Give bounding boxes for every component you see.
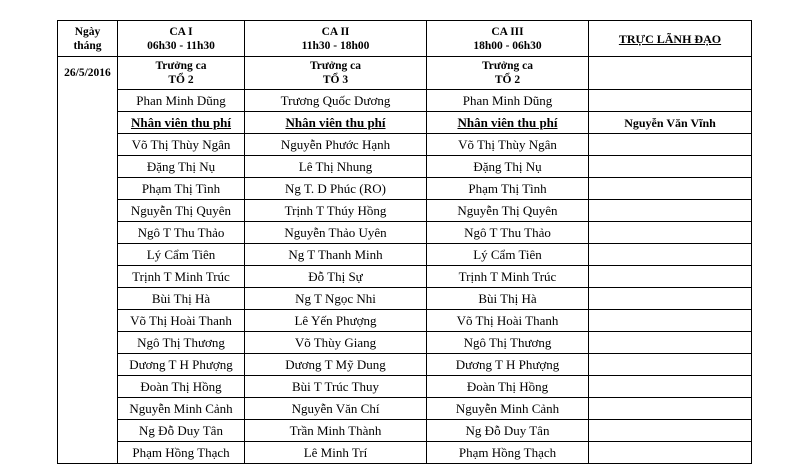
ca3-cell bbox=[427, 288, 589, 310]
staff-name: Ng Đỗ Duy Tân bbox=[465, 422, 550, 438]
table-row bbox=[58, 134, 752, 156]
leader-title: TRỰC LÃNH ĐẠO bbox=[618, 31, 722, 46]
date-column-cell bbox=[58, 398, 118, 420]
table-row bbox=[58, 222, 752, 244]
staff-name: Dương T Mỹ Dung bbox=[285, 356, 386, 372]
table-row bbox=[58, 288, 752, 310]
ca2-cell bbox=[245, 222, 427, 244]
staff-name: Bùi Thị Hà bbox=[478, 290, 537, 306]
ca2-cell bbox=[245, 354, 427, 376]
table-row bbox=[58, 420, 752, 442]
ca3-cell bbox=[427, 354, 589, 376]
staff-name: Đoàn Thị Hồng bbox=[466, 378, 549, 394]
ca3-shift-leader bbox=[427, 57, 589, 90]
leader-cell bbox=[589, 90, 752, 112]
date-column-cell bbox=[58, 156, 118, 178]
ca2-cell bbox=[245, 134, 427, 156]
shift-leader-row bbox=[58, 57, 752, 90]
ca1-cell bbox=[118, 90, 245, 112]
header-ca1 bbox=[118, 21, 245, 57]
staff-name: Dương T H Phượng bbox=[129, 356, 233, 372]
staff-name: Đỗ Thị Sự bbox=[308, 268, 363, 284]
staff-name: Ngô T Thu Thảo bbox=[137, 224, 225, 240]
staff-name: Lê Thị Nhung bbox=[298, 158, 373, 174]
ca2-leader-label: Trưởng ca bbox=[309, 60, 362, 72]
ca3-leader-label: Trưởng ca bbox=[481, 60, 534, 72]
ca3-cell bbox=[427, 398, 589, 420]
date-column-cell bbox=[58, 134, 118, 156]
ca3-cell bbox=[427, 156, 589, 178]
date-column-cell bbox=[58, 288, 118, 310]
staff-name: Lý Cẩm Tiên bbox=[473, 246, 542, 262]
ca2-cell bbox=[245, 244, 427, 266]
ca3-cell bbox=[427, 222, 589, 244]
ca1-cell bbox=[118, 156, 245, 178]
ca2-cell bbox=[245, 398, 427, 420]
staff-name: Nguyễn Phước Hạnh bbox=[280, 136, 391, 152]
staff-name: Ng T Ngọc Nhi bbox=[295, 290, 376, 306]
leader-name: Nguyễn Văn Vĩnh bbox=[624, 115, 716, 130]
leader-cell bbox=[589, 420, 752, 442]
ca1-leader-label: Trưởng ca bbox=[155, 60, 207, 72]
staff-name: Phan Minh Dũng bbox=[462, 92, 553, 108]
staff-name: Trịnh T Minh Trúc bbox=[458, 268, 557, 284]
ca2-cell bbox=[245, 376, 427, 398]
leader-empty-cell bbox=[589, 57, 752, 90]
leader-cell bbox=[589, 112, 752, 134]
leader-cell bbox=[589, 398, 752, 420]
header-date bbox=[58, 21, 118, 57]
staff-name: Trương Quốc Dương bbox=[280, 92, 391, 108]
ca3-name: CA III bbox=[491, 25, 524, 38]
staff-name: Bùi Thị Hà bbox=[151, 290, 211, 306]
ca2-shift-leader bbox=[245, 57, 427, 90]
date-column-cell bbox=[58, 112, 118, 134]
ca1-team: TỔ 2 bbox=[168, 74, 194, 86]
staff-name: Đặng Thị Nụ bbox=[146, 158, 216, 174]
ca2-cell bbox=[245, 156, 427, 178]
leader-cell bbox=[589, 134, 752, 156]
leader-cell bbox=[589, 288, 752, 310]
staff-name: Võ Thị Hoài Thanh bbox=[130, 312, 232, 328]
table-row bbox=[58, 90, 752, 112]
staff-name: Trần Minh Thành bbox=[289, 422, 382, 438]
staff-name: Ng T. D Phúc (RO) bbox=[285, 180, 386, 196]
staff-name: Nguyễn Thị Quyên bbox=[130, 202, 232, 218]
leader-cell bbox=[589, 200, 752, 222]
staff-name: Nguyễn Văn Chí bbox=[291, 400, 380, 416]
ca3-cell bbox=[427, 376, 589, 398]
staff-name: Phạm Hồng Thạch bbox=[132, 444, 230, 460]
table-row bbox=[58, 354, 752, 376]
staff-name: Nguyễn Thị Quyên bbox=[457, 202, 558, 218]
table-row bbox=[58, 332, 752, 354]
table-row bbox=[58, 310, 752, 332]
staff-name: Đặng Thị Nụ bbox=[473, 158, 542, 174]
staff-name: Võ Thị Thùy Ngân bbox=[458, 136, 557, 152]
ca1-cell bbox=[118, 266, 245, 288]
staff-name: Võ Thùy Giang bbox=[294, 334, 377, 350]
date-column-cell bbox=[58, 310, 118, 332]
leader-cell bbox=[589, 310, 752, 332]
ca2-cell bbox=[245, 332, 427, 354]
ca1-cell bbox=[118, 200, 245, 222]
date-column-cell bbox=[58, 420, 118, 442]
staff-name: Phạm Thị Tình bbox=[141, 180, 221, 196]
table-row bbox=[58, 376, 752, 398]
ca3-team: TỔ 2 bbox=[494, 74, 521, 86]
staff-name: Lê Minh Trí bbox=[303, 444, 368, 460]
ca2-team: TỔ 3 bbox=[322, 74, 349, 86]
ca3-cell bbox=[427, 90, 589, 112]
leader-cell bbox=[589, 266, 752, 288]
leader-cell bbox=[589, 442, 752, 464]
staff-name: Trịnh T Minh Trúc bbox=[132, 268, 230, 284]
staff-name: Dương T H Phượng bbox=[455, 356, 560, 372]
leader-cell bbox=[589, 178, 752, 200]
ca2-name: CA II bbox=[321, 25, 350, 38]
date-column-cell bbox=[58, 266, 118, 288]
shift-roster-table bbox=[57, 20, 752, 464]
date-column-cell bbox=[58, 244, 118, 266]
ca3-cell bbox=[427, 200, 589, 222]
staff-name: Đoàn Thị Hồng bbox=[140, 378, 222, 394]
ca1-cell bbox=[118, 222, 245, 244]
ca3-cell bbox=[427, 112, 589, 134]
ca3-cell bbox=[427, 244, 589, 266]
date-column-cell bbox=[58, 178, 118, 200]
leader-cell bbox=[589, 222, 752, 244]
table-row bbox=[58, 178, 752, 200]
ca2-cell bbox=[245, 442, 427, 464]
staff-name: Phạm Thị Tình bbox=[468, 180, 547, 196]
staff-name: Trịnh T Thúy Hồng bbox=[284, 202, 387, 218]
ca1-cell bbox=[118, 310, 245, 332]
ca1-cell bbox=[118, 112, 245, 134]
header-ca2 bbox=[245, 21, 427, 57]
staff-name: Nguyễn Thảo Uyên bbox=[284, 224, 387, 240]
ca2-cell bbox=[245, 266, 427, 288]
ca1-cell bbox=[118, 332, 245, 354]
header-row bbox=[58, 21, 752, 57]
table-row bbox=[58, 244, 752, 266]
date-column-cell bbox=[58, 376, 118, 398]
ca2-cell bbox=[245, 310, 427, 332]
ca2-cell bbox=[245, 200, 427, 222]
ca3-cell bbox=[427, 442, 589, 464]
staff-name: Nguyễn Minh Cảnh bbox=[455, 400, 560, 416]
date-column-cell bbox=[58, 354, 118, 376]
ca1-cell bbox=[118, 354, 245, 376]
table-row bbox=[58, 398, 752, 420]
ca3-cell bbox=[427, 134, 589, 156]
date-cell: 26/5/2016 bbox=[58, 57, 118, 90]
staff-name: Phạm Hồng Thạch bbox=[458, 444, 557, 460]
ca2-time: 11h30 - 18h00 bbox=[301, 39, 370, 52]
header-date-line1: Ngày bbox=[74, 25, 101, 38]
ca3-cell bbox=[427, 266, 589, 288]
ca1-cell bbox=[118, 442, 245, 464]
staff-name: Phan Minh Dũng bbox=[136, 92, 226, 108]
ca2-cell bbox=[245, 178, 427, 200]
ca3-cell bbox=[427, 310, 589, 332]
staff-name: Nguyễn Minh Cảnh bbox=[129, 400, 233, 416]
table-row bbox=[58, 112, 752, 134]
header-leader bbox=[589, 21, 752, 57]
table-row bbox=[58, 200, 752, 222]
ca3-cell bbox=[427, 420, 589, 442]
ca1-shift-leader bbox=[118, 57, 245, 90]
staff-name: Lý Cẩm Tiên bbox=[146, 246, 216, 262]
staff-name: Bùi T Trúc Thuy bbox=[291, 378, 380, 394]
ca1-name: CA I bbox=[169, 25, 193, 38]
ca2-cell bbox=[245, 90, 427, 112]
staff-section-label: Nhân viên thu phí bbox=[285, 114, 386, 130]
ca1-cell bbox=[118, 398, 245, 420]
staff-name: Ng Đỗ Duy Tân bbox=[139, 422, 223, 438]
ca1-cell bbox=[118, 420, 245, 442]
staff-name: Ngô T Thu Thảo bbox=[464, 224, 551, 240]
ca3-cell bbox=[427, 178, 589, 200]
leader-cell bbox=[589, 244, 752, 266]
header-date-line2: tháng bbox=[73, 39, 102, 52]
leader-cell bbox=[589, 156, 752, 178]
date-column-cell bbox=[58, 90, 118, 112]
ca1-cell bbox=[118, 376, 245, 398]
ca3-cell bbox=[427, 332, 589, 354]
leader-cell bbox=[589, 332, 752, 354]
date-column-cell bbox=[58, 442, 118, 464]
staff-name: Lê Yến Phượng bbox=[294, 312, 377, 328]
date-column-cell bbox=[58, 200, 118, 222]
ca2-cell bbox=[245, 420, 427, 442]
staff-name: Ngô Thị Thương bbox=[137, 334, 225, 350]
ca1-cell bbox=[118, 178, 245, 200]
ca3-time: 18h00 - 06h30 bbox=[473, 39, 542, 52]
table-row bbox=[58, 156, 752, 178]
ca1-cell bbox=[118, 244, 245, 266]
ca1-cell bbox=[118, 134, 245, 156]
staff-section-label: Nhân viên thu phí bbox=[130, 114, 232, 130]
ca2-cell bbox=[245, 112, 427, 134]
ca1-time: 06h30 - 11h30 bbox=[147, 39, 215, 52]
staff-name: Ngô Thị Thương bbox=[463, 334, 552, 350]
header-ca3 bbox=[427, 21, 589, 57]
table-row bbox=[58, 266, 752, 288]
date-column-cell bbox=[58, 222, 118, 244]
staff-name: Võ Thị Hoài Thanh bbox=[456, 312, 559, 328]
leader-cell bbox=[589, 354, 752, 376]
staff-section-label: Nhân viên thu phí bbox=[457, 114, 558, 130]
staff-name: Ng T Thanh Minh bbox=[288, 246, 383, 262]
ca1-cell bbox=[118, 288, 245, 310]
leader-cell bbox=[589, 376, 752, 398]
staff-name: Võ Thị Thùy Ngân bbox=[131, 136, 231, 152]
date-column-cell bbox=[58, 332, 118, 354]
table-row bbox=[58, 442, 752, 464]
ca2-cell bbox=[245, 288, 427, 310]
